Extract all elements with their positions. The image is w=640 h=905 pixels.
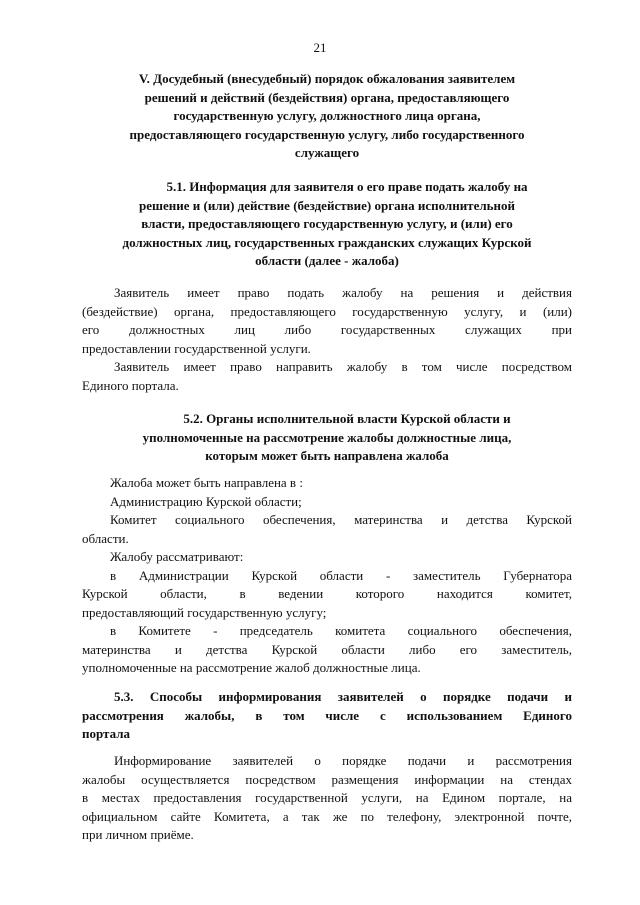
heading-line: которым может быть направлена жалоба (205, 448, 449, 463)
heading-line: власти, предоставляющего государственную услугу, и (или) его (141, 216, 513, 231)
section-5-heading (82, 70, 572, 163)
paragraph-line: Администрацию Курской области; (110, 493, 302, 509)
paragraph-line: в местах предоставления государственной услуги, на Едином портале, на (82, 790, 572, 805)
paragraph-line: жалобы осуществляется посредством размещения информации на стендах (82, 771, 572, 787)
section-5-1-paragraph-2 (82, 358, 572, 395)
section-5-2-body (82, 474, 572, 678)
heading-line: государственную услугу, должностного лица органа, (173, 108, 481, 123)
paragraph-line: предоставляющий государственную услугу; (82, 604, 327, 620)
section-5-3-heading (82, 688, 572, 744)
paragraph-line: Курской области, в ведении которого находится комитет, (82, 586, 572, 601)
paragraph-line: при личном приёме. (82, 827, 194, 842)
heading-line: 5.1. Информация для заявителя о его праве подать жалобу на (166, 179, 528, 194)
heading-line: V. Досудебный (внесудебный) порядок обжалования заявителем (138, 71, 516, 86)
paragraph-line: Информирование заявителей о порядке подачи и рассмотрения (114, 753, 572, 768)
heading-line: рассмотрения жалобы, в том числе с использованием Единого (82, 707, 572, 723)
page-number: 21 (313, 40, 327, 55)
paragraph-line: предоставлении государственной услуги. (82, 340, 311, 356)
paragraph-line: официальном сайте Комитета, а так же по телефону, электронной почте, (82, 808, 572, 824)
paragraph-line: области. (82, 530, 129, 546)
paragraph-line: Комитет социального обеспечения, материнства и детства Курской (110, 512, 572, 527)
paragraph-line: Заявитель имеет право подать жалобу на решения и действия (114, 285, 572, 300)
paragraph-line: в Комитете - председатель комитета социального обеспечения, (110, 623, 572, 638)
heading-line: области (далее - жалоба) (255, 253, 399, 268)
paragraph-line: Жалоба может быть направлена в : (110, 475, 303, 490)
paragraph-line: его должностных лиц либо государственных служащих при (82, 322, 572, 337)
paragraph-line: Заявитель имеет право направить жалобу в том числе посредством (114, 359, 572, 374)
heading-line: должностных лиц, государственных гражданских служащих Курской (122, 234, 532, 250)
heading-line: 5.2. Органы исполнительной власти Курской области и (183, 411, 511, 426)
section-5-3-paragraph (82, 752, 572, 845)
section-5-1-heading (82, 178, 572, 271)
paragraph-line: материнства и детства Курской области либо его заместитель, (82, 641, 572, 657)
heading-line: портала (82, 726, 131, 741)
section-5-1-paragraph-1 (82, 284, 572, 358)
heading-line: предоставляющего государственную услугу, либо государственного (129, 126, 525, 142)
section-5-2-heading (82, 410, 572, 466)
paragraph-line: уполномоченные на рассмотрение жалоб должностные лица. (82, 660, 421, 675)
paragraph-line: Единого портала. (82, 377, 179, 393)
paragraph-line: (бездействие) органа, предоставляющего государственную услугу, и (или) (82, 303, 572, 319)
heading-line: 5.3. Способы информирования заявителей о порядке подачи и (114, 689, 572, 704)
paragraph-line: в Администрации Курской области - заместитель Губернатора (110, 567, 572, 583)
heading-line: служащего (294, 145, 360, 160)
heading-line: решений и действий (бездействия) органа, предоставляющего (144, 89, 510, 105)
heading-line: решение и (или) действие (бездействие) органа исполнительной (139, 197, 515, 213)
heading-line: уполномоченные на рассмотрение жалобы должностные лица, (142, 429, 512, 445)
paragraph-line: Жалобу рассматривают: (110, 549, 244, 564)
